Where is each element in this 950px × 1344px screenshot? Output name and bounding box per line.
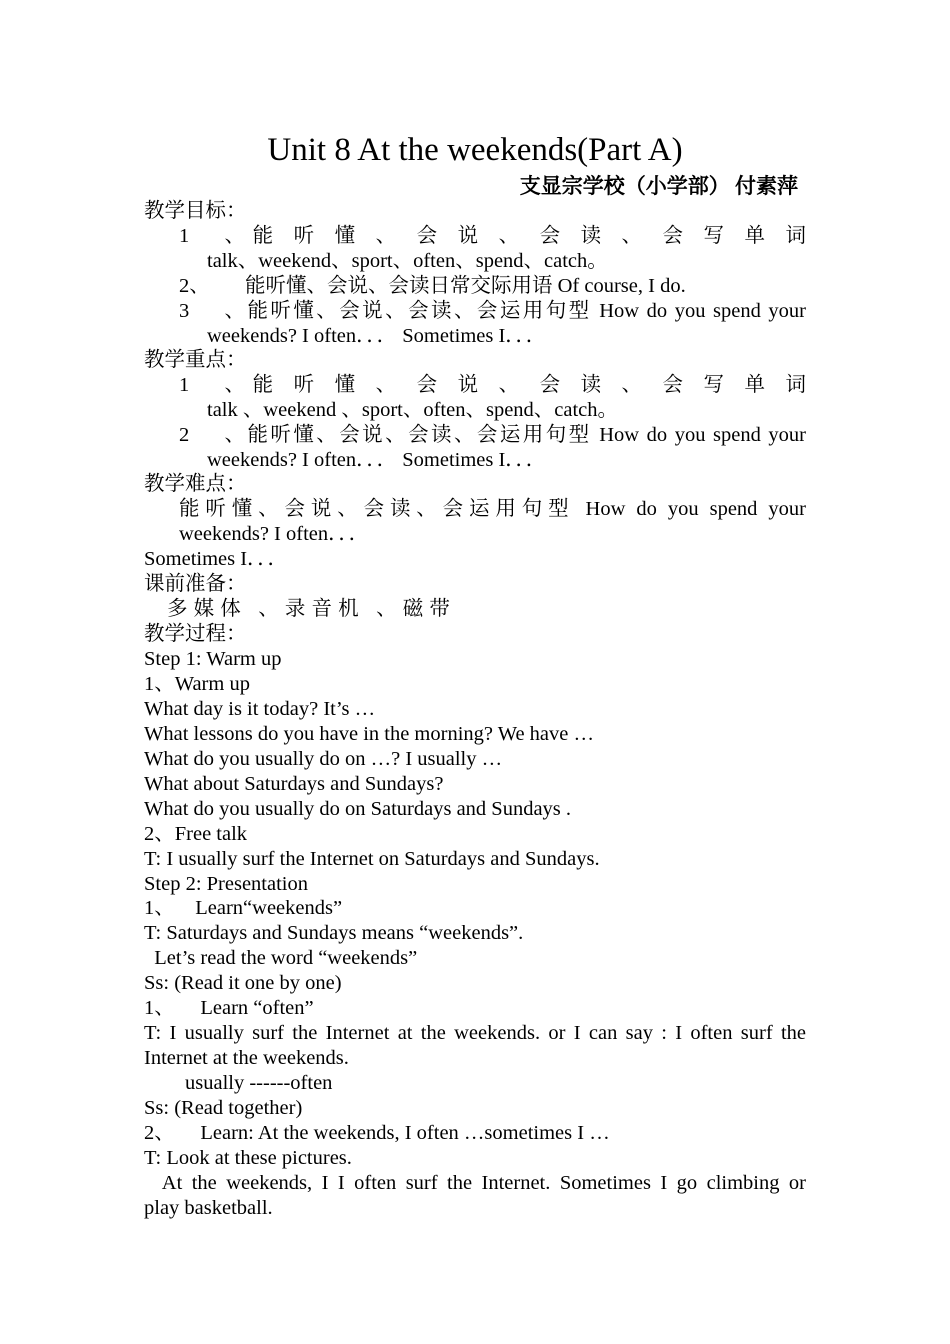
process-line: 1、 Learn“weekends” [144,897,343,919]
process-heading: 教学过程： [144,623,247,645]
objective-text: 能听懂、会说、会读、会运用句型 How do you spend your [245,300,806,322]
process-line: T: Saturdays and Sundays means “weekends”. [144,922,524,944]
process-line: 2、Free talk [144,823,248,845]
key-point-number: 1、 [179,374,245,396]
step-heading: Step 2: Presentation [144,873,308,895]
objective-text: 能听懂、会说、会读日常交际用语 Of course, I do. [245,275,686,297]
objective-number: 1、 [179,225,245,247]
objective-item-2 [179,274,686,299]
objective-item-1 [179,224,806,249]
process-line: What day is it today? It’s … [144,698,376,720]
process-line: Let’s read the word “weekends” [144,947,418,969]
process-line: At the weekends, I I often surf the Internet. Sometimes I go climbing or [144,1172,806,1194]
objective-text: 能 听 懂 、 会 说 、 会 读 、 会 写 单 词 [245,225,806,247]
process-line: What do you usually do on Saturdays and Sundays . [144,798,572,820]
difficulties-line-3: Sometimes I．．． [144,548,289,570]
author-line: 支显宗学校（小学部） 付素萍 [519,174,798,198]
objectives-heading: 教学目标： [144,200,247,222]
process-line: T: Look at these pictures. [144,1147,352,1169]
difficulties-heading: 教学难点： [144,473,247,495]
preparation-items: 多媒体 、录音机 、磁带 [167,598,457,620]
process-line: 2、 Learn: At the weekends, I often …sometimes I … [144,1122,610,1144]
key-points-heading: 教学重点： [144,349,247,371]
objective-item-1-cont: talk、weekend、sport、often、spend、catch。 [207,250,608,272]
difficulties-line-1: 能听懂、会说、会读、会运用句型 How do you spend your [179,498,806,520]
key-point-number: 2、 [179,424,245,446]
process-line: T: I usually surf the Internet on Saturdays and Sundays. [144,848,600,870]
process-line: Internet at the weekends. [144,1047,349,1069]
key-point-item-2 [179,423,806,448]
preparation-heading: 课前准备： [144,573,247,595]
process-line: Ss: (Read it one by one) [144,972,342,994]
key-point-text: 能听懂、会说、会读、会运用句型 How do you spend your [245,424,806,446]
key-point-item-2-cont: weekends? I often．．． Sometimes I．．． [207,449,547,471]
objective-number: 3、 [179,300,245,322]
process-line: usually ------often [144,1072,333,1094]
process-line: 1、 Learn “often” [144,997,314,1019]
objective-item-3 [179,299,806,324]
key-point-item-1-cont: talk 、weekend 、sport、often、spend、catch。 [207,399,619,421]
process-line: What do you usually do on …? I usually … [144,748,503,770]
process-line: What about Saturdays and Sundays? [144,773,444,795]
document-title: Unit 8 At the weekends(Part A) [267,132,683,168]
process-line: T: I usually surf the Internet at the weekends. or I can say : I often surf the [144,1022,806,1044]
objective-item-3-cont: weekends? I often．．． Sometimes I．．． [207,325,547,347]
process-line: play basketball. [144,1197,273,1219]
difficulties-line-2: weekends? I often．．． [179,523,370,545]
key-point-text: 能 听 懂 、 会 说 、 会 读 、 会 写 单 词 [245,374,806,396]
process-line: Ss: (Read together) [144,1097,303,1119]
step-heading: Step 1: Warm up [144,648,282,670]
process-line: 1、Warm up [144,673,250,695]
process-line: What lessons do you have in the morning? We have … [144,723,595,745]
objective-number: 2、 [179,275,210,297]
key-point-item-1 [179,373,806,398]
